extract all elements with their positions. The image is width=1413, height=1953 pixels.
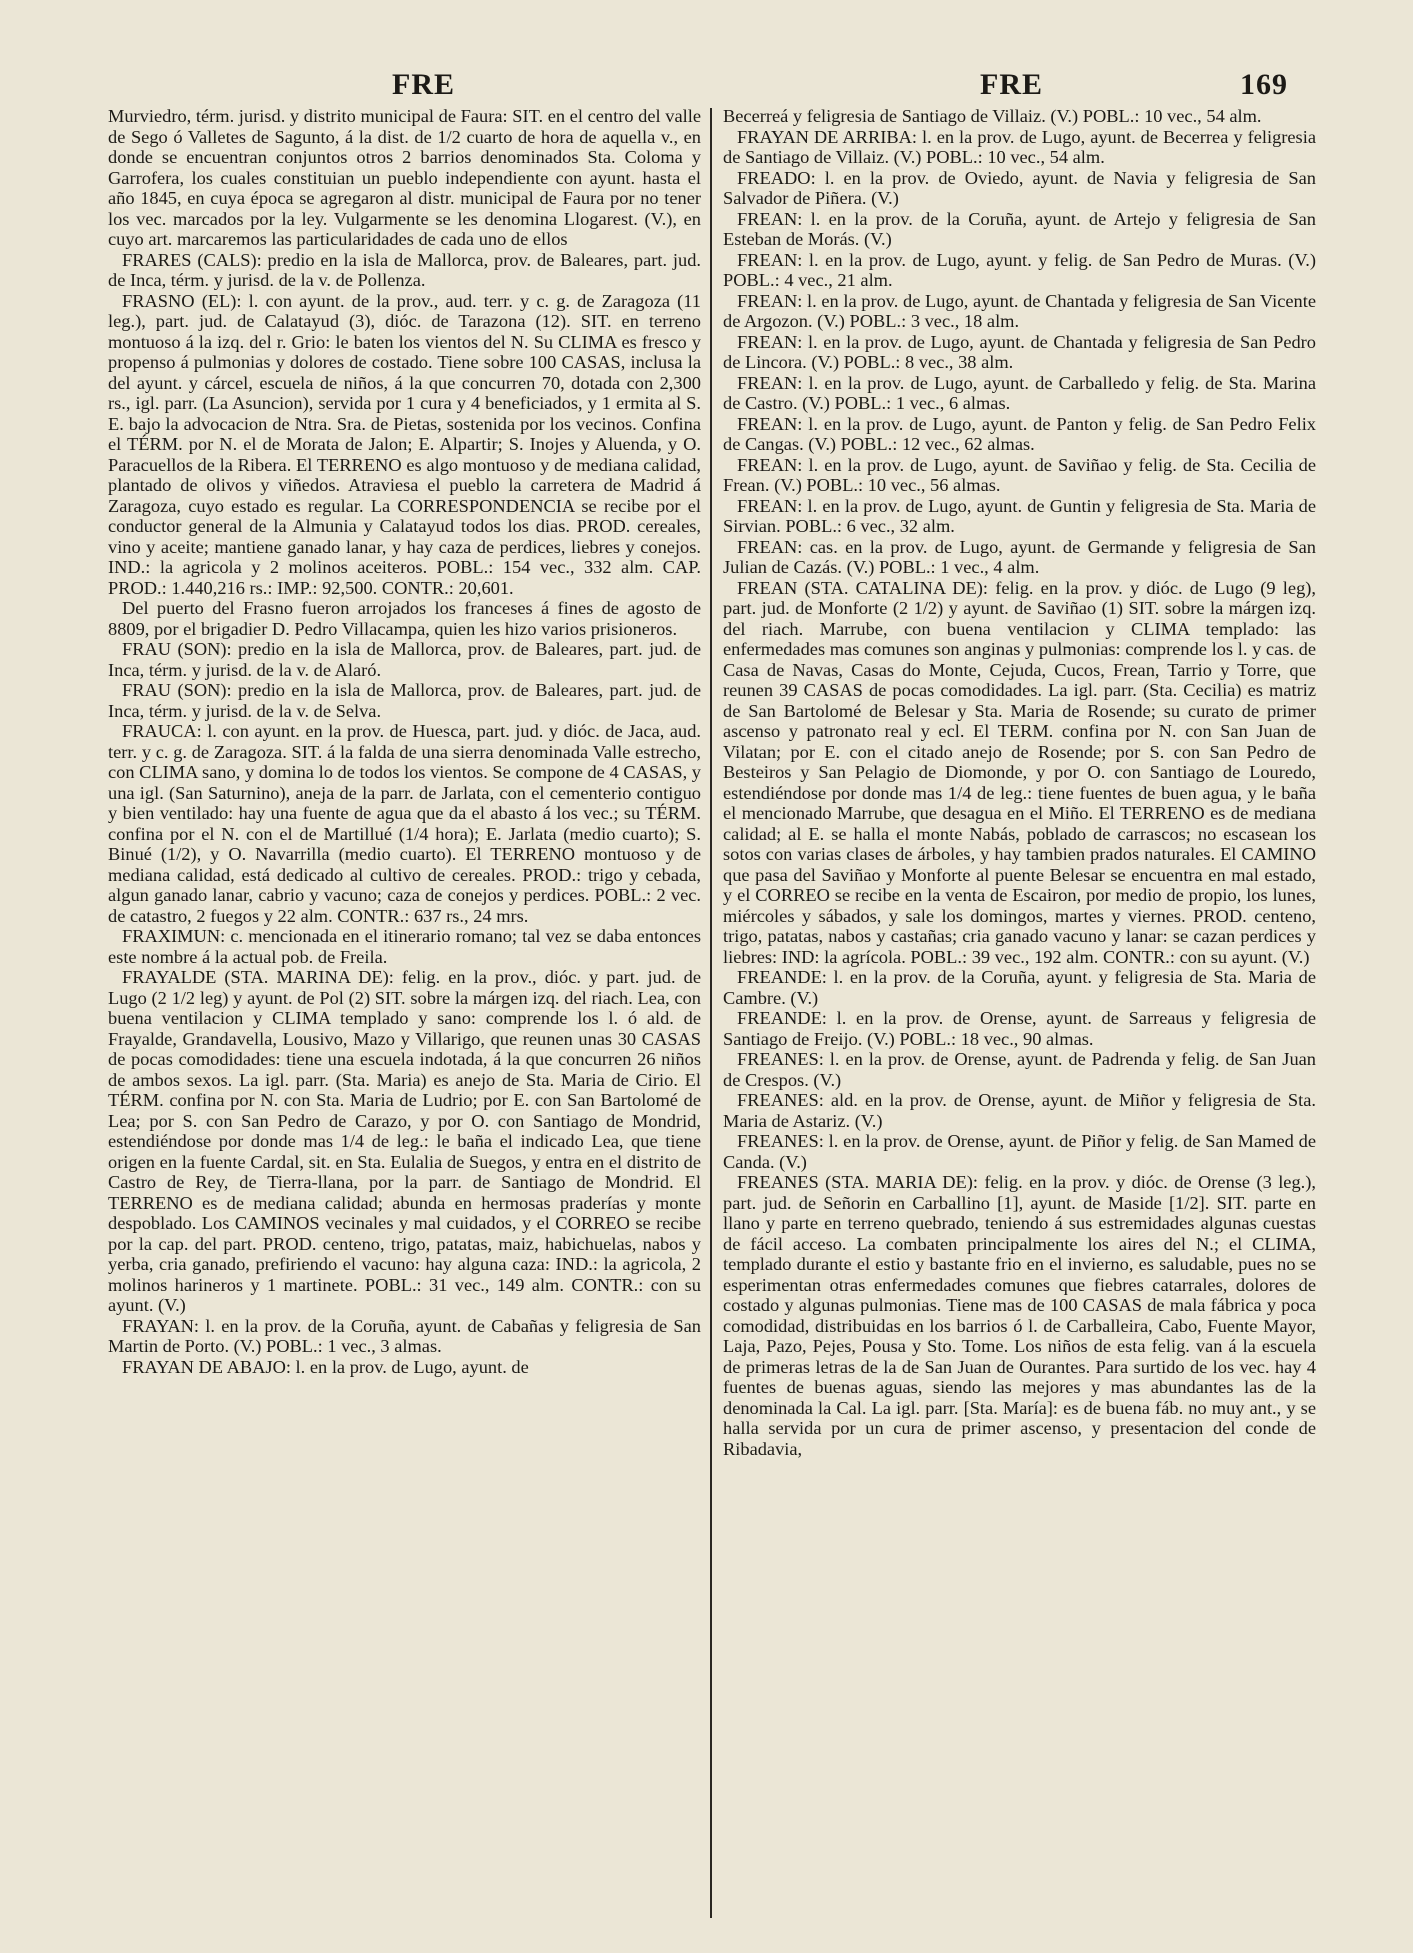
- right-column: [723, 106, 1316, 1926]
- dictionary-entry: Murviedro, térm. jurisd. y distrito municipal de Faura: SIT. en el centro del valle de Sego ó Valletes de Sagunto, á la dist. de 1/2 cuarto de hora de aquella v., en donde se encuentran conjuntos otros 2 barrios denominados Sta. Coloma y Garrofera, los cuales constituian un pueblo independiente con ayunt. hasta el año 1845, en cuya época se agregaron al distr. municipal de Faura por no tener los vec. marcados por la ley. Vulgarmente se les denomina Llogarest. (V.), en cuyo art. marcaremos las particularidades de cada uno de ellos: [108, 106, 701, 249]
- dictionary-entry: FREANDE: l. en la prov. de Orense, ayunt. de Sarreaus y feligresia de Santiago de Freijo. (V.) POBL.: 18 vec., 90 almas.: [723, 1008, 1316, 1049]
- left-column: [108, 106, 701, 1926]
- dictionary-entry: FREAN: cas. en la prov. de Lugo, ayunt. de Germande y feligresia de San Julian de Cazás. (V.) POBL.: 1 vec., 4 alm.: [723, 536, 1316, 577]
- dictionary-entry: FREAN: l. en la prov. de Lugo, ayunt. de Panton y felig. de San Pedro Felix de Cangas. (V.) POBL.: 12 vec., 62 almas.: [723, 413, 1316, 454]
- dictionary-entry: FREAN: l. en la prov. de la Coruña, ayunt. de Artejo y feligresia de San Esteban de Morás. (V.): [723, 208, 1316, 249]
- right-running-head: FRE: [980, 68, 1043, 101]
- left-running-head: FRE: [392, 68, 455, 101]
- dictionary-entry: FREAN (STA. CATALINA DE): felig. en la prov. y dióc. de Lugo (9 leg), part. jud. de Monforte (2 1/2) y ayunt. de Saviñao (1) SIT. sobre la márgen izq. del riach. Marrube, con buena ventilacion y CLIMA templado: las enfermedades mas comunes son anginas y pulmonias: comprende los l. y cas. de Casa de Navas, Casas do Monte, Cejuda, Cucos, Frean, Tarrio y Torre, que reunen 39 CASAS de pocas comodidades. La igl. parr. (Sta. Cecilia) es matriz de San Bartolomé de Belesar y Sta. Maria de Rosende; su curato de primer ascenso y patronato real y ecl. El TERM. confina por N. con San Juan de Vilatan; por E. con el citado anejo de Rosende; por S. con San Pedro de Besteiros y San Pelagio de Diomonde, y por O. con Santiago de Louredo, estendiéndose por donde mas 1/4 de leg.: tiene fuentes de buen agua, y le baña el mencionado Marrube, que desagua en el Miño. El TERRENO es de mediana calidad; al E. se halla el monte Nabás, poblado de carrascos; no escasean los sotos con varias clases de árboles, y hay tambien prados naturales. El CAMINO que pasa del Saviñao y Monforte al puente Belesar se encuentra en mal estado, y el CORREO se recibe en la venta de Escairon, por medio de propio, los lunes, miércoles y sábados, y sale los domingos, martes y viernes. PROD. centeno, trigo, patatas, nabos y castañas; cria ganado vacuno y lanar: se cazan perdices y liebres: IND: la agrícola. POBL.: 39 vec., 192 alm. CONTR.: con su ayunt. (V.): [723, 577, 1316, 967]
- dictionary-entry: FRAYALDE (STA. MARINA DE): felig. en la prov., dióc. y part. jud. de Lugo (2 1/2 leg) y ayunt. de Pol (2) SIT. sobre la márgen izq. del riach. Lea, con buena ventilacion y CLIMA templado y sano: comprende los l. ó ald. de Frayalde, Grandavella, Lousivo, Mazo y Villarigo, que reunen unas 30 CASAS de pocas comodidades: tiene una escuela indotada, á la que concurren 26 niños de ambos sexos. La igl. parr. (Sta. Maria) es anejo de Sta. Maria de Cirio. El TÉRM. confina por N. con Sta. Maria de Ludrio; por E. con San Bartolomé de Lea; por S. con San Pedro de Carazo, y por O. con Santiago de Mondrid, estendiéndose por donde mas 1/4 de leg.: le baña el indicado Lea, que tiene origen en la fuente Cardal, sit. en Sta. Eulalia de Suegos, y entra en el distrito de Castro de Rey, de Tierra-llana, por la parr. de Santiago de Mondrid. El TERRENO es de mediana calidad; abunda en hermosas praderías y monte despoblado. Los CAMINOS vecinales y mal cuidados, y el CORREO se recibe por la cap. del part. PROD. centeno, trigo, patatas, maiz, habichuelas, nabos y yerba, cria ganado, prefiriendo el vacuno: hay alguna caza: IND.: la agricola, 2 molinos harineros y 1 martinete. POBL.: 31 vec., 149 alm. CONTR.: con su ayunt. (V.): [108, 967, 701, 1315]
- page-number: 169: [1240, 68, 1288, 101]
- dictionary-entry: FRARES (CALS): predio en la isla de Mallorca, prov. de Baleares, part. jud. de Inca, térm. y jurisd. de la v. de Pollenza.: [108, 249, 701, 290]
- dictionary-entry: FRAYAN DE ABAJO: l. en la prov. de Lugo, ayunt. de: [122, 1356, 529, 1377]
- dictionary-entry: FREANES (STA. MARIA DE): felig. en la prov. y dióc. de Orense (3 leg.), part. jud. de Señorin en Carballino [1], ayunt. de Maside [1/2]. SIT. parte en llano y parte en terreno quebrado, teniendo á sus estremidades algunas cuestas de fácil acceso. La combaten principalmente los aires del N.; el CLIMA, templado durante el estio y bastante frio en el invierno, es saludable, pues no se esperimentan otras enfermedades comunes que fiebres catarrales, dolores de costado y algunas pulmonias. Tiene mas de 100 CASAS de mala fábrica y poca comodidad, distribuidas en los barrios ó l. de Carballeira, Cabo, Fuente Mayor, Laja, Pazo, Pejes, Pousa y Sto. Tome. Los niños de esta felig. van á la escuela de primeras letras de la de San Juan de Ourantes. Para surtido de los vec. hay 4 fuentes de buenas aguas, siendo las mejores y mas abundantes las de la denominada la Cal. La igl. parr. [Sta. María]: es de buena fáb. no muy ant., y se halla servida por un cura de primer ascenso, y presentacion del conde de Ribadavia,: [723, 1172, 1316, 1459]
- column-divider: [710, 108, 712, 1918]
- dictionary-entry: FRASNO (EL): l. con ayunt. de la prov., aud. terr. y c. g. de Zaragoza (11 leg.), part. jud. de Calatayud (3), dióc. de Tarazona (12). SIT. en terreno montuoso á la izq. del r. Grio: le baten los vientos del N. Su CLIMA es fresco y propenso á pulmonias y dolores de costado. Tiene sobre 100 CASAS, inclusa la del ayunt. y cárcel, escuela de niños, á la que concurren 70, dotada con 2,300 rs., igl. parr. (La Asuncion), servida por 1 cura y 4 beneficiados, y 1 ermita al S. E. bajo la advocacion de Ntra. Sra. de Pietas, sostenida por los vecinos. Confina el TÉRM. por N. el de Morata de Jalon; E. Alpartir; S. Inojes y Aluenda, y O. Paracuellos de la Ribera. El TERRENO es algo montuoso y de mediana calidad, plantado de olivos y viñedos. Atraviesa el pueblo la carretera de Madrid á Zaragoza, cuyo estado es regular. La CORRESPONDENCIA se recibe por el conductor general de la Almunia y Calatayud todos los dias. PROD. cereales, vino y aceite; mantiene ganado lanar, y hay caza de perdices, liebres y conejos. IND.: la agricola y 2 molinos aceiteros. POBL.: 154 vec., 332 alm. CAP. PROD.: 1.440,216 rs.: IMP.: 92,500. CONTR.: 20,601.: [108, 290, 701, 598]
- dictionary-entry: FREAN: l. en la prov. de Lugo, ayunt. y felig. de San Pedro de Muras. (V.) POBL.: 4 vec., 21 alm.: [723, 249, 1316, 290]
- dictionary-entry: FREAN: l. en la prov. de Lugo, ayunt. de Saviñao y felig. de Sta. Cecilia de Frean. (V.) POBL.: 10 vec., 56 almas.: [723, 454, 1316, 495]
- dictionary-entry: FREAN: l. en la prov. de Lugo, ayunt. de Chantada y feligresia de San Pedro de Lincora. (V.) POBL.: 8 vec., 38 alm.: [723, 331, 1316, 372]
- dictionary-entry: FRAUCA: l. con ayunt. en la prov. de Huesca, part. jud. y dióc. de Jaca, aud. terr. y c. g. de Zaragoza. SIT. á la falda de una sierra denominada Valle estrecho, con CLIMA sano, y domina lo de todos los vientos. Se compone de 4 CASAS, y una igl. (San Saturnino), aneja de la parr. de Jarlata, con el cementerio contiguo y bien ventilado: hay una fuente de agua que da el abasto á los vec.; su TÉRM. confina por el N. con el de Martillué (1/4 hora); E. Jarlata (medio cuarto); S. Binué (1/2), y O. Navarrilla (medio cuarto). El TERRENO montuoso y de mediana calidad, está dedicado al cultivo de cereales. PROD.: trigo y cebada, algun ganado lanar, cabrio y vacuno; caza de conejos y perdices. POBL.: 2 vec. de catastro, 2 fuegos y 22 alm. CONTR.: 637 rs., 24 mrs.: [108, 721, 701, 926]
- dictionary-entry: FREADO: l. en la prov. de Oviedo, ayunt. de Navia y feligresia de San Salvador de Piñera. (V.): [723, 167, 1316, 208]
- dictionary-entry: FREANES: l. en la prov. de Orense, ayunt. de Padrenda y felig. de San Juan de Crespos. (V.): [723, 1049, 1316, 1090]
- dictionary-entry: FREAN: l. en la prov. de Lugo, ayunt. de Guntin y feligresia de Sta. Maria de Sirvian. POBL.: 6 vec., 32 alm.: [723, 495, 1316, 536]
- dictionary-entry: Becerreá y feligresia de Santiago de Villaiz. (V.) POBL.: 10 vec., 54 alm.: [723, 106, 1262, 126]
- dictionary-entry: FREAN: l. en la prov. de Lugo, ayunt. de Carballedo y felig. de Sta. Marina de Castro. (V.) POBL.: 1 vec., 6 almas.: [723, 372, 1316, 413]
- dictionary-entry: FRAYAN DE ARRIBA: l. en la prov. de Lugo, ayunt. de Becerrea y feligresia de Santiago de Villaiz. (V.) POBL.: 10 vec., 54 alm.: [723, 126, 1316, 167]
- dictionary-entry: FREANES: ald. en la prov. de Orense, ayunt. de Miñor y feligresia de Sta. Maria de Astariz. (V.): [723, 1090, 1316, 1131]
- dictionary-entry: FRAYAN: l. en la prov. de la Coruña, ayunt. de Cabañas y feligresia de San Martin de Porto. (V.) POBL.: 1 vec., 3 almas.: [108, 1315, 701, 1356]
- dictionary-entry: FREAN: l. en la prov. de Lugo, ayunt. de Chantada y feligresia de San Vicente de Argozon. (V.) POBL.: 3 vec., 18 alm.: [723, 290, 1316, 331]
- dictionary-entry: FRAXIMUN: c. mencionada en el itinerario romano; tal vez se daba entonces este nombre á la actual pob. de Freila.: [108, 926, 701, 967]
- dictionary-entry: FREANES: l. en la prov. de Orense, ayunt. de Piñor y felig. de San Mamed de Canda. (V.): [723, 1131, 1316, 1172]
- dictionary-entry: FRAU (SON): predio en la isla de Mallorca, prov. de Baleares, part. jud. de Inca, térm. y jurisd. de la v. de Selva.: [108, 680, 701, 721]
- dictionary-entry: FRAU (SON): predio en la isla de Mallorca, prov. de Baleares, part. jud. de Inca, térm. y jurisd. de la v. de Alaró.: [108, 639, 701, 680]
- dictionary-entry: FREANDE: l. en la prov. de la Coruña, ayunt. y feligresia de Sta. Maria de Cambre. (V.): [723, 967, 1316, 1008]
- dictionary-entry: Del puerto del Frasno fueron arrojados los franceses á fines de agosto de 8809, por el brigadier D. Pedro Villacampa, quien les hizo varios prisioneros.: [108, 598, 701, 639]
